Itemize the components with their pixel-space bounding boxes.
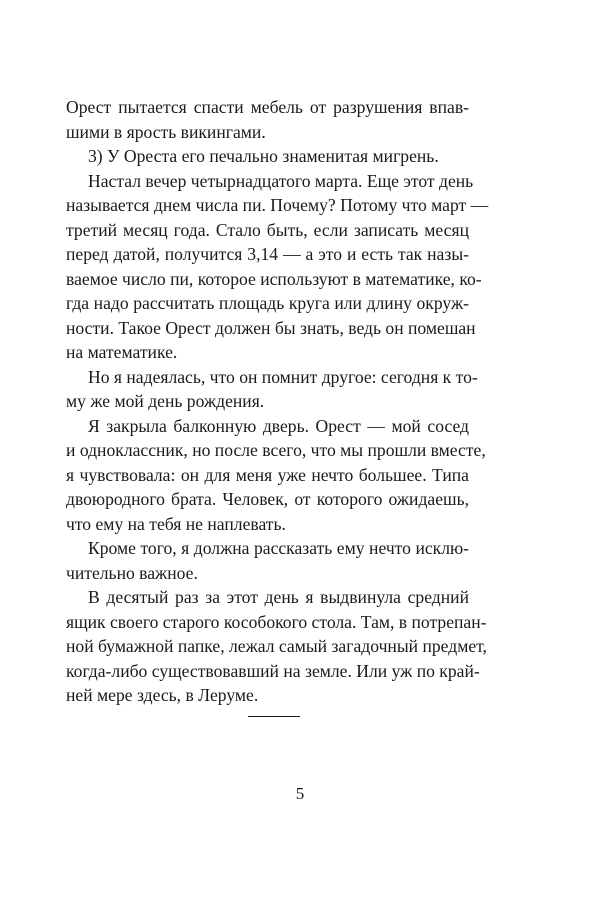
text-line: на математике.	[66, 342, 178, 362]
text-line: В десятый раз за этот день я выдвинула средний	[88, 587, 469, 607]
text-line: му же мой день рождения.	[66, 391, 265, 411]
text-line: ности. Такое Орест должен бы знать, ведь он помешан	[66, 317, 476, 338]
section-divider	[248, 716, 300, 717]
text-line: третий месяц года. Стало быть, если записать месяц	[66, 219, 469, 240]
text-line: чительно важное.	[66, 562, 198, 583]
text-line: ваемое число пи, которое используют в математике, ко-	[66, 268, 482, 289]
text-line: называется днем числа пи. Почему? Потому что март —	[66, 195, 489, 215]
text-line: Кроме того, я должна рассказать ему нечто исклю-	[88, 538, 469, 558]
text-line: ящик своего старого кособокого стола. Там, в потрепан-	[66, 611, 487, 632]
text-line: Но я надеялась, что он помнит другое: сегодня к то-	[88, 366, 478, 387]
text-line: ной бумажной папке, лежал самый загадочный предмет,	[66, 636, 487, 656]
text-line: я чувствовала: он для меня уже нечто большее. Типа	[66, 464, 469, 485]
page-number: 5	[295, 784, 305, 803]
text-line: Я закрыла балконную дверь. Орест — мой сосед	[88, 415, 469, 436]
text-line: гда надо рассчитать площадь круга или длину окруж-	[66, 293, 469, 313]
body-text	[66, 95, 489, 708]
text-line: 3) У Ореста его печально знаменитая мигрень.	[88, 146, 439, 166]
text-line: двоюродного брата. Человек, от которого ожидаешь,	[66, 489, 469, 509]
text-line: что ему на тебя не наплевать.	[66, 513, 286, 534]
text-line: перед датой, получится 3,14 — а это и есть так назы-	[66, 244, 469, 264]
text-line: ней мере здесь, в Леруме.	[66, 685, 259, 705]
text-line: Орест пытается спасти мебель от разрушения впав-	[66, 97, 469, 117]
text-line: и одноклассник, но после всего, что мы прошли вместе,	[66, 440, 486, 460]
text-line: шими в ярость викингами.	[66, 121, 266, 142]
text-line: Настал вечер четырнадцатого марта. Еще этот день	[88, 170, 474, 191]
text-line: когда-либо существовавший на земле. Или уж по край-	[66, 660, 480, 681]
